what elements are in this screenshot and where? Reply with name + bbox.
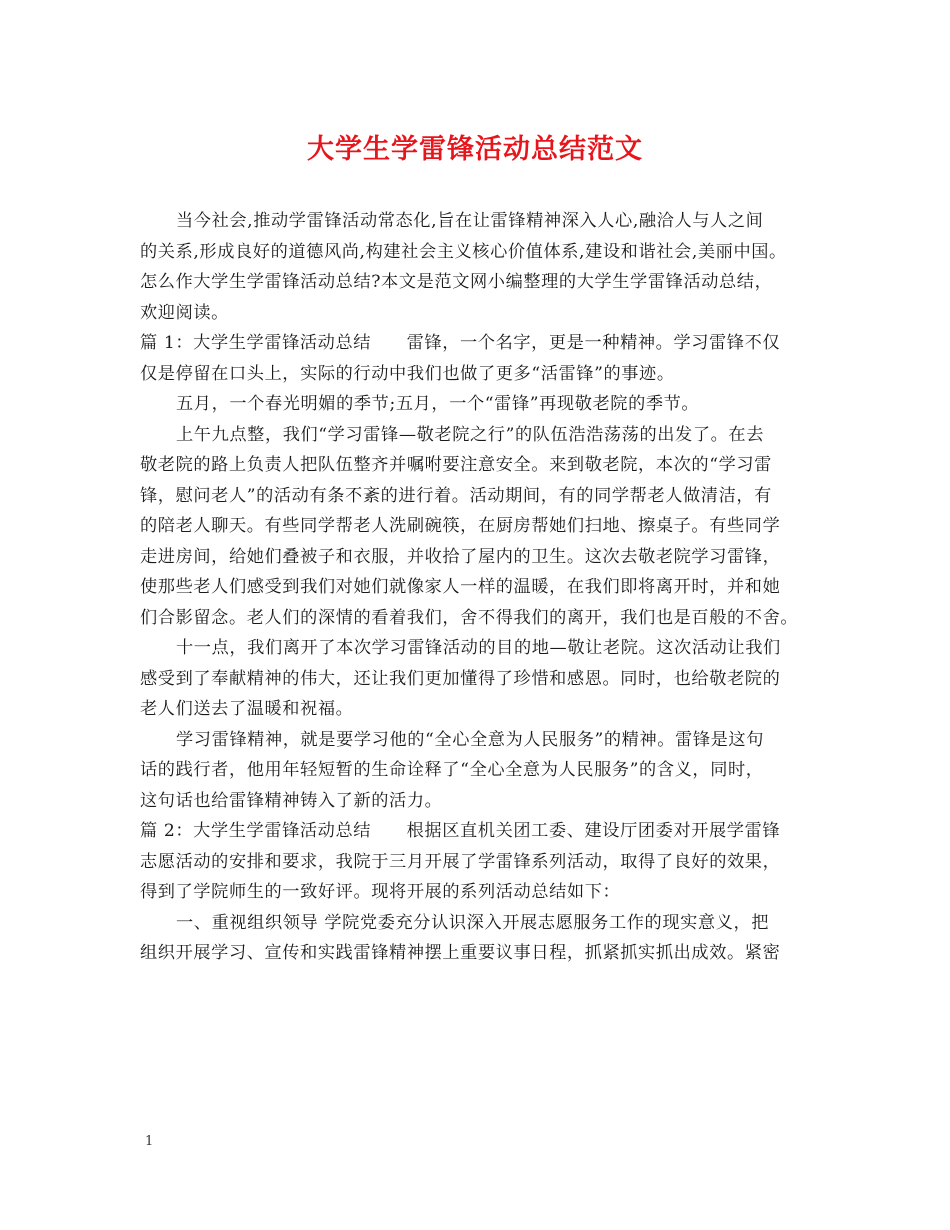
body-line: 五月，一个春光明媚的季节;五月，一个“雷锋”再现敬老院的季节。	[176, 394, 700, 414]
body-line: 十一点，我们离开了本次学习雷锋活动的目的地—敬让老院。这次活动让我们	[176, 638, 781, 658]
body-line: 感受到了奉献精神的伟大，还让我们更加懂得了珍惜和感恩。同时，也给敬老院的	[140, 668, 781, 689]
body-line: 志愿活动的安排和要求，我院于三月开展了学雷锋系列活动，取得了良好的效果，	[140, 851, 781, 872]
body-line: 使那些老人们感受到我们对她们就像家人一样的温暖，在我们即将离开时，并和她	[140, 577, 781, 597]
body-line: 一、重视组织领导 学院党委充分认识深入开展志愿服务工作的现实意义，把	[176, 912, 770, 933]
body-line: 学习雷锋精神，就是要学习他的“全心全意为人民服务”的精神。雷锋是这句	[176, 729, 764, 750]
body-line: 话的践行者，他用年轻短暂的生命诠释了“全心全意为人民服务”的含义，同时，	[140, 760, 764, 780]
body-line: 老人们送去了温暖和祝福。	[140, 699, 354, 719]
page-number: 1	[145, 1134, 154, 1149]
body-line: 敬老院的路上负责人把队伍整齐并嘱咐要注意安全。来到敬老院，本次的“学习雷	[140, 455, 772, 475]
document-body	[140, 206, 830, 969]
document-title: 大学生学雷锋活动总结范文	[307, 134, 643, 165]
body-line: 锋，慰问老人”的活动有条不紊的进行着。活动期间，有的同学帮老人做清洁，有	[140, 485, 772, 506]
section-heading-line: 篇 1：大学生学雷锋活动总结 雷锋，一个名字，更是一种精神。学习雷锋不仅	[140, 333, 781, 353]
body-line: 们合影留念。老人们的深情的看着我们，舍不得我们的离开，我们也是百般的不舍。	[140, 607, 799, 628]
body-line: 得到了学院师生的一致好评。现将开展的系列活动总结如下：	[140, 882, 621, 902]
body-line: 这句话也给雷锋精神铸入了新的活力。	[140, 790, 443, 811]
section-heading-line: 篇 2：大学生学雷锋活动总结 根据区直机关团工委、建设厅团委对开展学雷锋	[140, 821, 781, 841]
body-line: 仅是停留在口头上，实际的行动中我们也做了更多“活雷锋”的事迹。	[140, 363, 675, 384]
body-line: 走进房间，给她们叠被子和衣服，并收拾了屋内的卫生。这次去敬老院学习雷锋，	[140, 546, 781, 567]
body-line: 当今社会,推动学雷锋活动常态化,旨在让雷锋精神深入人心,融洽人与人之间	[176, 211, 764, 231]
body-line: 上午九点整，我们“学习雷锋—敬老院之行”的队伍浩浩荡荡的出发了。在去	[176, 424, 764, 445]
body-line: 怎么作大学生学雷锋活动总结?本文是范文网小编整理的大学生学雷锋活动总结，	[140, 272, 773, 292]
body-line: 欢迎阅读。	[140, 302, 229, 323]
body-line: 组织开展学习、宣传和实践雷锋精神摆上重要议事日程，抓紧抓实抓出成效。紧密	[140, 943, 781, 963]
body-line: 的关系,形成良好的道德风尚,构建社会主义核心价值体系,建设和谐社会,美丽中国。	[140, 241, 787, 262]
body-line: 的陪老人聊天。有些同学帮老人洗刷碗筷，在厨房帮她们扫地、擦桌子。有些同学	[140, 516, 781, 536]
